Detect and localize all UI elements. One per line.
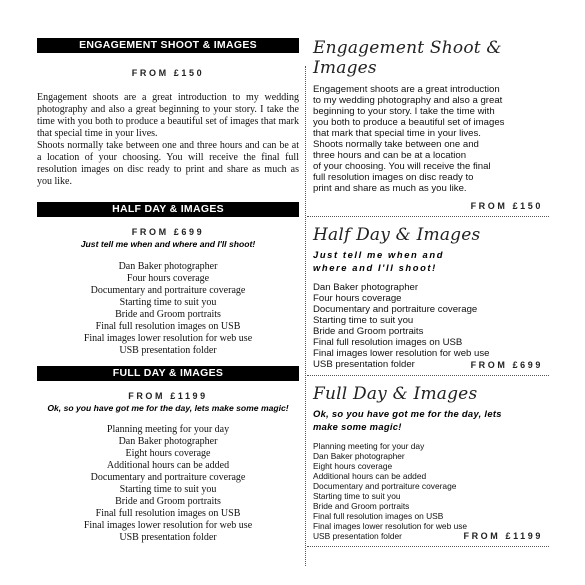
half-day-list xyxy=(37,261,299,357)
list-item: Planning meeting for your day xyxy=(106,424,230,435)
tagline-line: Ok, so you have got me for the day, lets xyxy=(313,408,502,419)
list-item: Eight hours coverage xyxy=(125,448,211,459)
full-day-right-block xyxy=(313,441,549,541)
half-day-right-list xyxy=(313,282,549,370)
list-item: Final full resolution images on USB xyxy=(313,511,444,521)
tagline-line: where and I'll shoot! xyxy=(313,262,437,273)
full-day-list xyxy=(37,424,299,544)
text-line: full resolution images on disc ready to xyxy=(313,172,474,183)
full-day-right-tagline xyxy=(313,407,549,433)
list-item: Final full resolution images on USB xyxy=(313,337,463,348)
list-item: Final images lower resolution for web use xyxy=(83,333,253,344)
text-line: to my wedding photography and also a great xyxy=(313,95,503,106)
list-item: Starting time to suit you xyxy=(313,491,401,501)
half-day-script-heading: Half Day & Images xyxy=(313,225,481,245)
half-day-price: FROM £699 xyxy=(131,227,205,237)
list-item: Bride and Groom portraits xyxy=(115,496,221,507)
list-item: USB presentation folder xyxy=(313,359,415,370)
list-item: Documentary and portraiture coverage xyxy=(313,304,478,315)
list-item: Bride and Groom portraits xyxy=(313,501,410,511)
list-item: Final images lower resolution for web use xyxy=(313,521,468,531)
list-item: Final full resolution images on USB xyxy=(95,321,241,332)
full-day-price: FROM £1199 xyxy=(128,391,208,401)
list-item: Final images lower resolution for web use xyxy=(83,520,253,531)
text-line: of your choosing. You will receive the final xyxy=(313,161,491,172)
list-item: Documentary and portraiture coverage xyxy=(90,285,246,296)
full-day-tagline: Ok, so you have got me for the day, lets make some magic! xyxy=(47,403,289,413)
list-item: USB presentation folder xyxy=(119,345,217,356)
engagement-paragraph-1: Engagement shoots are a great introduction to my wedding photography and also a great beginning to your story. I take the time with you both to produce a beautiful set of images that mark that special time in your lives. xyxy=(37,92,299,139)
section-divider xyxy=(307,216,549,217)
section-divider xyxy=(307,546,549,547)
engagement-right-price: FROM £150 xyxy=(470,201,543,211)
engagement-text xyxy=(313,84,549,194)
list-item: USB presentation folder xyxy=(313,531,402,541)
list-item: Dan Baker photographer xyxy=(313,451,405,461)
list-item: Bride and Groom portraits xyxy=(313,326,424,337)
list-item: Final images lower resolution for web use xyxy=(313,348,490,359)
list-item: Eight hours coverage xyxy=(313,461,393,471)
list-item: Dan Baker photographer xyxy=(118,436,218,447)
engagement-heading: ENGAGEMENT SHOOT & IMAGES xyxy=(37,38,299,53)
list-item: Documentary and portraiture coverage xyxy=(90,472,246,483)
list-item: Starting time to suit you xyxy=(313,315,414,326)
right-column xyxy=(307,38,549,547)
text-line: Shoots normally take between one and xyxy=(313,139,479,150)
column-divider xyxy=(305,66,306,566)
list-item: USB presentation folder xyxy=(119,532,217,543)
list-item: Starting time to suit you xyxy=(119,297,217,308)
text-line: print and share as much as you like. xyxy=(313,183,467,194)
text-line: you both to produce a beautiful set of images xyxy=(313,117,505,128)
list-item: Additional hours can be added xyxy=(313,471,427,481)
text-line: three hours and can be at a location xyxy=(313,150,467,161)
full-day-script-heading: Full Day & Images xyxy=(313,384,478,404)
half-day-tagline: Just tell me when and where and I'll shoot! xyxy=(80,239,256,249)
text-line: Engagement shoots are a great introduction xyxy=(313,84,500,95)
list-item: Planning meeting for your day xyxy=(313,441,425,451)
tagline-line: Just tell me when and xyxy=(313,249,445,260)
list-item: Bride and Groom portraits xyxy=(115,309,221,320)
half-day-right-price: FROM £699 xyxy=(470,360,543,370)
text-line: that mark that special time in your lives. xyxy=(313,128,481,139)
list-item: Final full resolution images on USB xyxy=(95,508,241,519)
list-item: Starting time to suit you xyxy=(119,484,217,495)
half-day-right-tagline xyxy=(313,248,549,274)
text-line: beginning to your story. I take the time with xyxy=(313,106,495,117)
left-column xyxy=(37,38,299,544)
list-item: Four hours coverage xyxy=(126,273,210,284)
list-item: Additional hours can be added xyxy=(106,460,230,471)
section-divider xyxy=(307,375,549,376)
list-item: Dan Baker photographer xyxy=(313,282,419,293)
engagement-price: FROM £150 xyxy=(131,68,205,78)
half-day-right-block xyxy=(313,282,549,370)
list-item: Documentary and portraiture coverage xyxy=(313,481,457,491)
tagline-line: make some magic! xyxy=(313,421,402,432)
list-item: Four hours coverage xyxy=(313,293,402,304)
half-day-heading: HALF DAY & IMAGES xyxy=(37,202,299,217)
list-item: Dan Baker photographer xyxy=(118,261,218,272)
full-day-right-price: FROM £1199 xyxy=(463,531,543,541)
engagement-script-heading: Engagement Shoot & Images xyxy=(313,38,502,78)
full-day-right-list xyxy=(313,441,549,541)
engagement-paragraph-2: Shoots normally take between one and three hours and can be at a location of your choosing. You will receive the final full resolution images on disc ready to print and share as much as you like. xyxy=(37,140,299,187)
full-day-heading: FULL DAY & IMAGES xyxy=(37,366,299,381)
